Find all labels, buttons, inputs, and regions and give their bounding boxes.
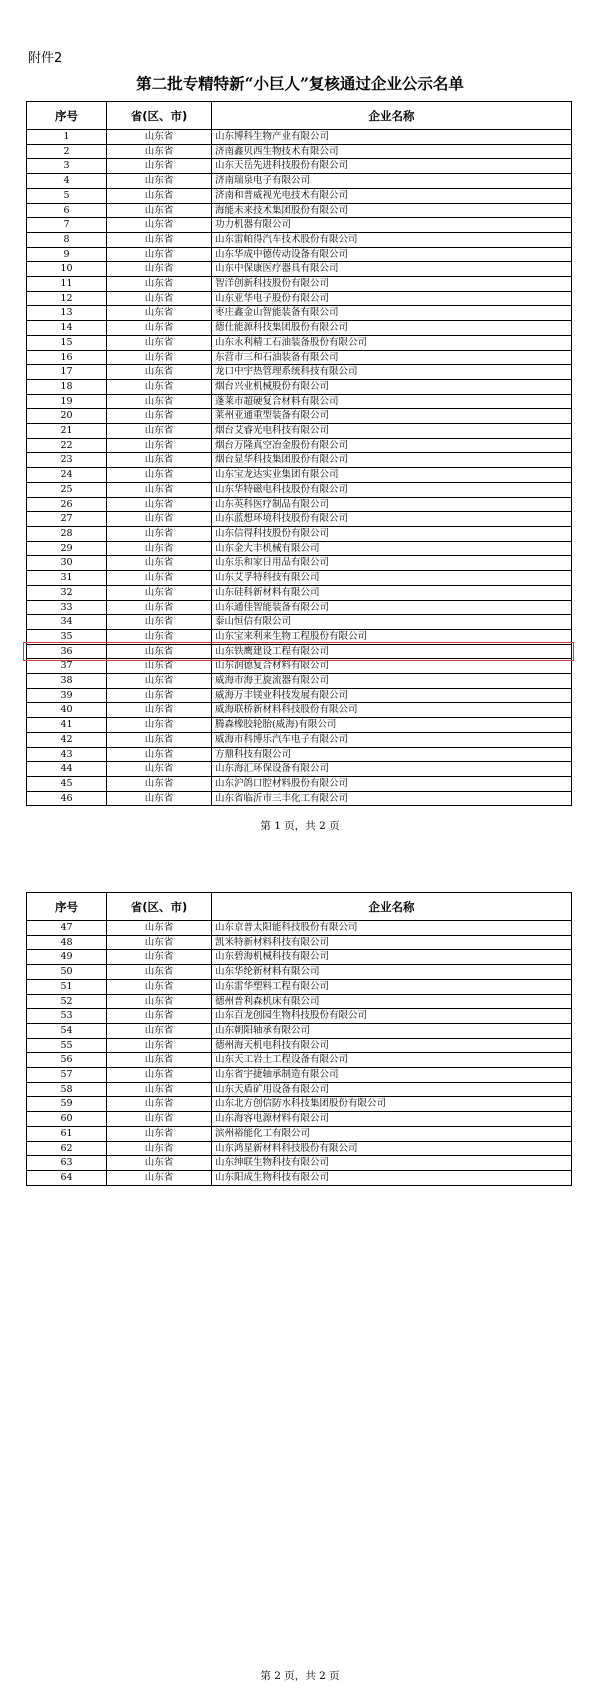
cell-company: 山东蓝想环境科技股份有限公司 xyxy=(212,512,572,527)
cell-seq: 24 xyxy=(27,468,107,483)
cell-seq: 4 xyxy=(27,174,107,189)
cell-company: 济南和普威视光电技术有限公司 xyxy=(212,188,572,203)
cell-company: 泰山恒信有限公司 xyxy=(212,615,572,630)
cell-company: 山东通佳智能装备有限公司 xyxy=(212,600,572,615)
table-row xyxy=(27,144,572,159)
cell-seq: 46 xyxy=(27,791,107,806)
cell-seq: 5 xyxy=(27,188,107,203)
cell-company: 山东天工岩土工程设备有限公司 xyxy=(212,1053,572,1068)
cell-seq: 37 xyxy=(27,659,107,674)
cell-province: 山东省 xyxy=(107,247,212,262)
cell-province: 山东省 xyxy=(107,674,212,689)
cell-province: 山东省 xyxy=(107,1053,212,1068)
cell-seq: 58 xyxy=(27,1082,107,1097)
table-row xyxy=(27,379,572,394)
cell-company: 山东省临沂市三丰化工有限公司 xyxy=(212,791,572,806)
cell-province: 山东省 xyxy=(107,335,212,350)
table-row xyxy=(27,497,572,512)
cell-province: 山东省 xyxy=(107,482,212,497)
page-footer-2: 第 2 页，共 2 页 xyxy=(260,1670,340,1682)
cell-company: 济南瑞泉电子有限公司 xyxy=(212,174,572,189)
cell-company: 山东宝来利来生物工程股份有限公司 xyxy=(212,629,572,644)
cell-seq: 57 xyxy=(27,1068,107,1083)
table-row xyxy=(27,1082,572,1097)
cell-seq: 63 xyxy=(27,1156,107,1171)
table-row xyxy=(27,556,572,571)
cell-seq: 52 xyxy=(27,994,107,1009)
cell-seq: 14 xyxy=(27,321,107,336)
cell-seq: 25 xyxy=(27,482,107,497)
table-row xyxy=(27,438,572,453)
cell-province: 山东省 xyxy=(107,306,212,321)
cell-seq: 39 xyxy=(27,688,107,703)
header-province: 省(区、市) xyxy=(107,893,212,921)
table-row xyxy=(27,629,572,644)
cell-province: 山东省 xyxy=(107,921,212,936)
cell-seq: 29 xyxy=(27,541,107,556)
cell-province: 山东省 xyxy=(107,615,212,630)
cell-seq: 12 xyxy=(27,291,107,306)
cell-company: 济南鑫贝西生物技术有限公司 xyxy=(212,144,572,159)
cell-company: 山东永利精工石油装备股份有限公司 xyxy=(212,335,572,350)
cell-seq: 62 xyxy=(27,1141,107,1156)
table-row xyxy=(27,188,572,203)
cell-company: 山东宝龙达实业集团有限公司 xyxy=(212,468,572,483)
table-row xyxy=(27,247,572,262)
cell-company: 山东朝阳轴承有限公司 xyxy=(212,1023,572,1038)
table-row xyxy=(27,585,572,600)
table-row xyxy=(27,394,572,409)
cell-company: 山东沪鸽口腔材料股份有限公司 xyxy=(212,776,572,791)
cell-seq: 7 xyxy=(27,218,107,233)
cell-seq: 38 xyxy=(27,674,107,689)
cell-company: 山东华特磁电科技股份有限公司 xyxy=(212,482,572,497)
document-title: 第二批专精特新“小巨人”复核通过企业公示名单 xyxy=(136,74,464,93)
cell-province: 山东省 xyxy=(107,732,212,747)
header-company: 企业名称 xyxy=(212,102,572,130)
table-row xyxy=(27,365,572,380)
cell-seq: 13 xyxy=(27,306,107,321)
cell-province: 山东省 xyxy=(107,1023,212,1038)
table-row xyxy=(27,424,572,439)
cell-province: 山东省 xyxy=(107,747,212,762)
cell-seq: 10 xyxy=(27,262,107,277)
cell-company: 山东硅科新材料有限公司 xyxy=(212,585,572,600)
header-province: 省(区、市) xyxy=(107,102,212,130)
table-row xyxy=(27,262,572,277)
cell-province: 山东省 xyxy=(107,629,212,644)
cell-seq: 16 xyxy=(27,350,107,365)
cell-company: 山东英科医疗制品有限公司 xyxy=(212,497,572,512)
cell-province: 山东省 xyxy=(107,556,212,571)
cell-province: 山东省 xyxy=(107,277,212,292)
cell-seq: 36 xyxy=(27,644,107,659)
cell-seq: 42 xyxy=(27,732,107,747)
cell-seq: 34 xyxy=(27,615,107,630)
table-row xyxy=(27,482,572,497)
cell-province: 山东省 xyxy=(107,512,212,527)
cell-seq: 8 xyxy=(27,232,107,247)
cell-province: 山东省 xyxy=(107,571,212,586)
table-row xyxy=(27,1023,572,1038)
cell-seq: 45 xyxy=(27,776,107,791)
cell-company: 山东京普太阳能科技股份有限公司 xyxy=(212,921,572,936)
cell-province: 山东省 xyxy=(107,379,212,394)
cell-province: 山东省 xyxy=(107,453,212,468)
cell-company: 山东华纶新材料有限公司 xyxy=(212,965,572,980)
cell-company: 山东艾孚特科技有限公司 xyxy=(212,571,572,586)
table-body-page-1 xyxy=(27,130,572,806)
cell-seq: 59 xyxy=(27,1097,107,1112)
cell-province: 山东省 xyxy=(107,703,212,718)
cell-province: 山东省 xyxy=(107,994,212,1009)
table-row xyxy=(27,732,572,747)
cell-company: 山东博科生物产业有限公司 xyxy=(212,130,572,145)
table-row xyxy=(27,965,572,980)
cell-province: 山东省 xyxy=(107,776,212,791)
cell-company: 山东乐和家日用品有限公司 xyxy=(212,556,572,571)
cell-company: 山东华成中德传动设备有限公司 xyxy=(212,247,572,262)
cell-seq: 28 xyxy=(27,526,107,541)
cell-company: 德州普利森机床有限公司 xyxy=(212,994,572,1009)
cell-seq: 64 xyxy=(27,1170,107,1185)
cell-company: 山东百龙创园生物科技股份有限公司 xyxy=(212,1009,572,1024)
cell-seq: 1 xyxy=(27,130,107,145)
cell-company: 滨州裕能化工有限公司 xyxy=(212,1126,572,1141)
header-seq: 序号 xyxy=(27,893,107,921)
table-row xyxy=(27,409,572,424)
cell-company: 山东阳成生物科技有限公司 xyxy=(212,1170,572,1185)
cell-province: 山东省 xyxy=(107,1156,212,1171)
cell-seq: 35 xyxy=(27,629,107,644)
cell-province: 山东省 xyxy=(107,644,212,659)
cell-seq: 47 xyxy=(27,921,107,936)
cell-company: 德仕能源科技集团股份有限公司 xyxy=(212,321,572,336)
table-row xyxy=(27,321,572,336)
cell-seq: 26 xyxy=(27,497,107,512)
cell-province: 山东省 xyxy=(107,526,212,541)
cell-company: 山东北方创信防水科技集团股份有限公司 xyxy=(212,1097,572,1112)
cell-province: 山东省 xyxy=(107,409,212,424)
cell-company: 烟台艾睿光电科技有限公司 xyxy=(212,424,572,439)
cell-seq: 56 xyxy=(27,1053,107,1068)
cell-seq: 55 xyxy=(27,1038,107,1053)
cell-company: 山东铁鹰建设工程有限公司 xyxy=(212,644,572,659)
cell-company: 功力机器有限公司 xyxy=(212,218,572,233)
cell-province: 山东省 xyxy=(107,1097,212,1112)
cell-province: 山东省 xyxy=(107,262,212,277)
table-row xyxy=(27,1112,572,1127)
table-row xyxy=(27,468,572,483)
company-table-page-1 xyxy=(26,101,572,806)
cell-province: 山东省 xyxy=(107,979,212,994)
cell-province: 山东省 xyxy=(107,541,212,556)
cell-seq: 11 xyxy=(27,277,107,292)
cell-province: 山东省 xyxy=(107,1068,212,1083)
cell-province: 山东省 xyxy=(107,600,212,615)
table-row xyxy=(27,688,572,703)
cell-seq: 48 xyxy=(27,935,107,950)
table-row xyxy=(27,674,572,689)
cell-province: 山东省 xyxy=(107,659,212,674)
cell-company: 烟台显华科技集团股份有限公司 xyxy=(212,453,572,468)
cell-company: 德州海天机电科技有限公司 xyxy=(212,1038,572,1053)
cell-company: 山东天盾矿用设备有限公司 xyxy=(212,1082,572,1097)
table-row xyxy=(27,306,572,321)
cell-province: 山东省 xyxy=(107,1126,212,1141)
table-row xyxy=(27,600,572,615)
cell-province: 山东省 xyxy=(107,188,212,203)
cell-seq: 51 xyxy=(27,979,107,994)
cell-province: 山东省 xyxy=(107,950,212,965)
table-row xyxy=(27,747,572,762)
table-row xyxy=(27,1170,572,1185)
cell-company: 山东信得科技股份有限公司 xyxy=(212,526,572,541)
attachment-label: 附件2 xyxy=(28,51,63,66)
table-row xyxy=(27,762,572,777)
cell-province: 山东省 xyxy=(107,365,212,380)
cell-seq: 31 xyxy=(27,571,107,586)
table-row xyxy=(27,218,572,233)
table-row xyxy=(27,1156,572,1171)
cell-company: 山东海汇环保设备有限公司 xyxy=(212,762,572,777)
table-row xyxy=(27,776,572,791)
cell-company: 山东金大丰机械有限公司 xyxy=(212,541,572,556)
cell-company: 山东天岳先进科技股份有限公司 xyxy=(212,159,572,174)
cell-company: 腾森橡胶轮胎(威海)有限公司 xyxy=(212,718,572,733)
cell-seq: 33 xyxy=(27,600,107,615)
cell-seq: 3 xyxy=(27,159,107,174)
cell-company: 烟台万隆真空冶金股份有限公司 xyxy=(212,438,572,453)
cell-province: 山东省 xyxy=(107,965,212,980)
cell-seq: 17 xyxy=(27,365,107,380)
table-row xyxy=(27,232,572,247)
cell-company: 凯米特新材料科技有限公司 xyxy=(212,935,572,950)
table-row xyxy=(27,1053,572,1068)
cell-seq: 40 xyxy=(27,703,107,718)
cell-province: 山东省 xyxy=(107,1082,212,1097)
cell-province: 山东省 xyxy=(107,174,212,189)
cell-province: 山东省 xyxy=(107,159,212,174)
cell-province: 山东省 xyxy=(107,762,212,777)
table-row xyxy=(27,277,572,292)
cell-province: 山东省 xyxy=(107,350,212,365)
cell-province: 山东省 xyxy=(107,291,212,306)
cell-seq: 22 xyxy=(27,438,107,453)
cell-company: 海能未来技术集团股份有限公司 xyxy=(212,203,572,218)
cell-seq: 49 xyxy=(27,950,107,965)
cell-province: 山东省 xyxy=(107,585,212,600)
table-row xyxy=(27,644,572,659)
table-row xyxy=(27,1038,572,1053)
cell-company: 威海万丰镁业科技发展有限公司 xyxy=(212,688,572,703)
table-row xyxy=(27,541,572,556)
cell-seq: 43 xyxy=(27,747,107,762)
cell-company: 威海市科博乐汽车电子有限公司 xyxy=(212,732,572,747)
cell-company: 山东绅联生物科技有限公司 xyxy=(212,1156,572,1171)
cell-company: 山东中保康医疗器具有限公司 xyxy=(212,262,572,277)
cell-province: 山东省 xyxy=(107,130,212,145)
table-row xyxy=(27,1126,572,1141)
table-row xyxy=(27,935,572,950)
header-seq: 序号 xyxy=(27,102,107,130)
table-row xyxy=(27,1141,572,1156)
table-row xyxy=(27,615,572,630)
cell-province: 山东省 xyxy=(107,203,212,218)
table-row xyxy=(27,159,572,174)
cell-province: 山东省 xyxy=(107,1112,212,1127)
cell-province: 山东省 xyxy=(107,1009,212,1024)
cell-company: 威海联桥新材料科技股份有限公司 xyxy=(212,703,572,718)
table-row xyxy=(27,571,572,586)
cell-seq: 9 xyxy=(27,247,107,262)
cell-seq: 60 xyxy=(27,1112,107,1127)
cell-seq: 32 xyxy=(27,585,107,600)
table-row xyxy=(27,335,572,350)
cell-province: 山东省 xyxy=(107,1170,212,1185)
table-row xyxy=(27,703,572,718)
cell-company: 龙口中宇热管理系统科技有限公司 xyxy=(212,365,572,380)
cell-province: 山东省 xyxy=(107,438,212,453)
table-row xyxy=(27,659,572,674)
cell-company: 山东省宇捷轴承制造有限公司 xyxy=(212,1068,572,1083)
table-header-row xyxy=(27,102,572,130)
table-row xyxy=(27,453,572,468)
cell-province: 山东省 xyxy=(107,688,212,703)
cell-province: 山东省 xyxy=(107,232,212,247)
header-company: 企业名称 xyxy=(212,893,572,921)
cell-seq: 44 xyxy=(27,762,107,777)
cell-seq: 41 xyxy=(27,718,107,733)
table-row xyxy=(27,994,572,1009)
cell-seq: 15 xyxy=(27,335,107,350)
cell-seq: 20 xyxy=(27,409,107,424)
cell-company: 烟台兴业机械股份有限公司 xyxy=(212,379,572,394)
table-row xyxy=(27,1009,572,1024)
cell-province: 山东省 xyxy=(107,144,212,159)
cell-company: 山东雷华塑料工程有限公司 xyxy=(212,979,572,994)
cell-company: 东营市三和石油装备有限公司 xyxy=(212,350,572,365)
cell-company: 威海市海王旋流器有限公司 xyxy=(212,674,572,689)
table-row xyxy=(27,1068,572,1083)
cell-company: 枣庄鑫金山智能装备有限公司 xyxy=(212,306,572,321)
cell-province: 山东省 xyxy=(107,791,212,806)
cell-company: 方鼎科技有限公司 xyxy=(212,747,572,762)
cell-seq: 6 xyxy=(27,203,107,218)
cell-company: 山东鸿星新材料科技股份有限公司 xyxy=(212,1141,572,1156)
table-row xyxy=(27,950,572,965)
table-row xyxy=(27,1097,572,1112)
cell-province: 山东省 xyxy=(107,1141,212,1156)
cell-seq: 30 xyxy=(27,556,107,571)
table-row xyxy=(27,921,572,936)
cell-province: 山东省 xyxy=(107,394,212,409)
cell-province: 山东省 xyxy=(107,497,212,512)
cell-seq: 23 xyxy=(27,453,107,468)
table-row xyxy=(27,174,572,189)
table-row xyxy=(27,512,572,527)
table-row xyxy=(27,791,572,806)
cell-seq: 2 xyxy=(27,144,107,159)
cell-company: 山东海容电源材料有限公司 xyxy=(212,1112,572,1127)
cell-company: 山东润德复合材料有限公司 xyxy=(212,659,572,674)
cell-seq: 18 xyxy=(27,379,107,394)
page-footer-1: 第 1 页，共 2 页 xyxy=(260,820,340,832)
table-row xyxy=(27,979,572,994)
cell-company: 莱州亚通重型装备有限公司 xyxy=(212,409,572,424)
cell-province: 山东省 xyxy=(107,218,212,233)
table-header-row xyxy=(27,893,572,921)
cell-company: 山东碧海机械科技有限公司 xyxy=(212,950,572,965)
cell-province: 山东省 xyxy=(107,1038,212,1053)
table-row xyxy=(27,203,572,218)
cell-province: 山东省 xyxy=(107,424,212,439)
table-row xyxy=(27,130,572,145)
cell-seq: 61 xyxy=(27,1126,107,1141)
cell-seq: 53 xyxy=(27,1009,107,1024)
cell-company: 山东雷帕得汽车技术股份有限公司 xyxy=(212,232,572,247)
cell-seq: 54 xyxy=(27,1023,107,1038)
cell-seq: 21 xyxy=(27,424,107,439)
table-row xyxy=(27,718,572,733)
company-table-page-2 xyxy=(26,892,572,1186)
cell-company: 蓬莱市超硬复合材料有限公司 xyxy=(212,394,572,409)
cell-province: 山东省 xyxy=(107,718,212,733)
cell-seq: 50 xyxy=(27,965,107,980)
table-row xyxy=(27,291,572,306)
cell-province: 山东省 xyxy=(107,468,212,483)
cell-company: 山东亚华电子股份有限公司 xyxy=(212,291,572,306)
cell-province: 山东省 xyxy=(107,935,212,950)
table-row xyxy=(27,350,572,365)
table-body-page-2 xyxy=(27,921,572,1186)
table-row xyxy=(27,526,572,541)
cell-company: 智洋创新科技股份有限公司 xyxy=(212,277,572,292)
cell-seq: 19 xyxy=(27,394,107,409)
cell-seq: 27 xyxy=(27,512,107,527)
cell-province: 山东省 xyxy=(107,321,212,336)
